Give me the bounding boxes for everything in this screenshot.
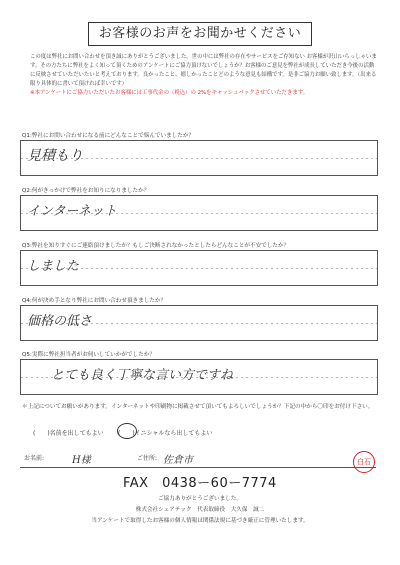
consent-option-initials[interactable]: ( )イニシャルなら出してもよい	[118, 430, 213, 437]
question-4-answer: 価格の低さ	[27, 314, 93, 329]
question-5-label: Q5:実際に弊社担当者がお伺いしていかがでしたか？	[22, 352, 155, 358]
question-2-answer-box	[20, 195, 378, 231]
question-3-label: Q3:弊社を知りすぐにご連絡頂けましたか？もしご決断されなかったとしたらどんなことが不安でしたか？	[22, 243, 290, 249]
intro-paragraph: この度は弊社にお問い合わせを頂き誠にありがとうございました。世の中には弊社の存在やサービスをご存知ない お客様が沢山いらっしゃいます。その方たちに弊社をよく知って頂くためのアンケートにご協力頂けないでしょうか？お客様のご意見を弊社が成長していただき今後の活動に反映させていただいたいと考えております。良かったこと、嬉しかったことどのような意見も結構です。是非ご協力お願い致します。（出来る限り具体的に書いて頂ければ幸いです）	[30, 54, 377, 87]
customer-info-row	[20, 451, 376, 468]
intro-text	[30, 53, 378, 98]
address-label: ご住所:	[137, 455, 158, 462]
consent-option-name[interactable]: ( )名前を出してもよい	[33, 430, 104, 437]
question-3-answer-box	[20, 250, 378, 286]
question-1-label: Q1:弊社にお問い合わせになる前にどんなことで悩んでいましたか？	[22, 133, 195, 139]
company-text: 株式会社シェアテック 代表取締役 大久保 誠二	[135, 507, 265, 513]
consent-text: ＊上記についてお願いがあります。インターネットや印刷物に掲載させて頂いてもよろしいでしょうか？下記の中から〇印をお付け下さい。	[22, 404, 374, 410]
address-value: 佐倉市	[163, 455, 193, 466]
selected-mark-circle	[117, 423, 137, 439]
privacy-text: 当アンケートで取得したお客様の個人情報は関係法規に基づき厳正に管理いたします。	[91, 518, 309, 524]
seal-stamp: 白石	[353, 451, 375, 473]
fax-number: FAX 0438ー60ー7774	[123, 476, 277, 491]
thanks-text: ご協力ありがとうございました。	[158, 496, 242, 502]
question-4-label: Q4:何が決め手となり弊社にお問い合わせ頂きましたか？	[22, 298, 167, 304]
question-5-answer-box	[20, 359, 378, 395]
question-2-answer: インターネット	[27, 204, 117, 219]
question-1-answer-box	[20, 140, 378, 176]
question-2-label: Q2:何がきっかけで弊社をお知りになりましたか？	[22, 188, 150, 194]
question-3-answer: しました	[27, 259, 80, 274]
cashback-note: ※本アンケートにご協力いただいたお客様には工事代金の（税込）の 2%をキャッシュバックさせていただきます。	[30, 90, 309, 96]
name-value: H様	[72, 455, 91, 466]
name-label: お名前:	[24, 455, 45, 462]
question-4-answer-box	[20, 305, 378, 341]
question-5-answer: とても良く丁寧な言い方ですね	[51, 368, 234, 383]
question-1-answer: 見積もり	[27, 148, 83, 164]
page-title: お客様のお声をお聞かせください	[88, 22, 312, 46]
